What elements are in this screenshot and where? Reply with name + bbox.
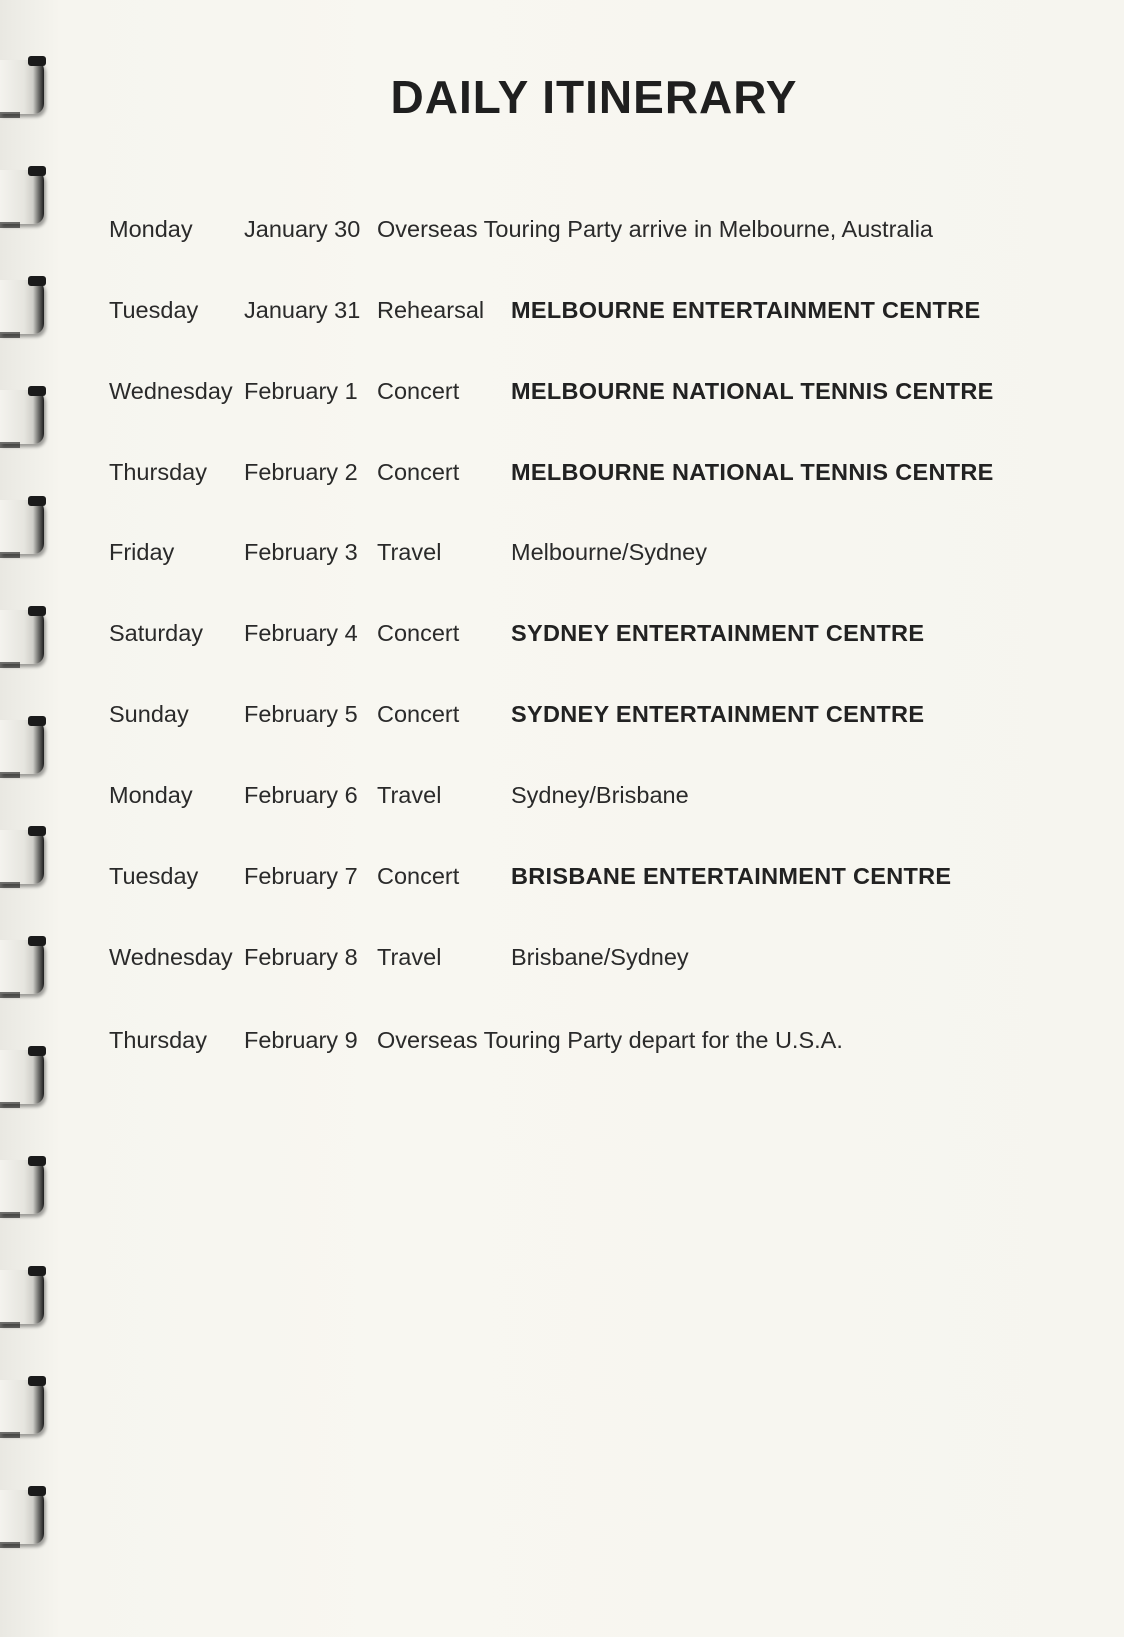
- binding-coil-icon: [0, 386, 52, 448]
- itinerary-venue: MELBOURNE ENTERTAINMENT CENTRE: [511, 297, 981, 323]
- itinerary-date: February 2: [244, 459, 358, 485]
- binding-coil-icon: [0, 1486, 52, 1548]
- binding-coil-icon: [0, 1156, 52, 1218]
- itinerary-day: Monday: [109, 216, 193, 242]
- itinerary-day: Tuesday: [109, 297, 199, 323]
- itinerary-day: Monday: [109, 782, 193, 808]
- binding-coil-icon: [0, 276, 52, 338]
- itinerary-day: Friday: [109, 539, 175, 565]
- itinerary-date: February 7: [244, 863, 358, 889]
- binding-coil-icon: [0, 166, 52, 228]
- itinerary-venue: SYDNEY ENTERTAINMENT CENTRE: [511, 701, 925, 727]
- spiral-binding: [0, 0, 60, 1637]
- itinerary-date: February 9: [244, 1027, 358, 1053]
- itinerary-event: Overseas Touring Party arrive in Melbourne, Australia: [377, 216, 933, 242]
- itinerary-venue: BRISBANE ENTERTAINMENT CENTRE: [511, 863, 952, 889]
- itinerary-day: Wednesday: [109, 378, 233, 404]
- itinerary-day: Wednesday: [109, 944, 233, 970]
- itinerary-date: February 4: [244, 620, 358, 646]
- binding-coil-icon: [0, 1376, 52, 1438]
- page-title: DAILY ITINERARY: [390, 71, 798, 123]
- itinerary-date: February 5: [244, 701, 358, 727]
- itinerary-event: Travel: [377, 539, 442, 565]
- binding-coil-icon: [0, 606, 52, 668]
- itinerary-day: Sunday: [109, 701, 189, 727]
- binding-coil-icon: [0, 1266, 52, 1328]
- itinerary-date: January 30: [244, 216, 361, 242]
- itinerary-event: Travel: [377, 944, 442, 970]
- binding-coil-icon: [0, 496, 52, 558]
- itinerary-venue: Brisbane/Sydney: [511, 944, 689, 970]
- itinerary-event: Rehearsal: [377, 297, 485, 323]
- itinerary-event: Overseas Touring Party depart for the U.S.A.: [377, 1027, 843, 1053]
- itinerary-event: Concert: [377, 459, 460, 485]
- itinerary-event: Concert: [377, 863, 460, 889]
- itinerary-date: February 6: [244, 782, 358, 808]
- itinerary-venue: MELBOURNE NATIONAL TENNIS CENTRE: [511, 459, 994, 485]
- itinerary-venue: MELBOURNE NATIONAL TENNIS CENTRE: [511, 378, 994, 404]
- binding-coil-icon: [0, 716, 52, 778]
- itinerary-day: Thursday: [109, 459, 207, 485]
- itinerary-event: Travel: [377, 782, 442, 808]
- itinerary-date: January 31: [244, 297, 361, 323]
- binding-coil-icon: [0, 826, 52, 888]
- itinerary-venue: Sydney/Brisbane: [511, 782, 689, 808]
- itinerary-date: February 3: [244, 539, 358, 565]
- itinerary-venue: Melbourne/Sydney: [511, 539, 707, 565]
- binding-coil-icon: [0, 936, 52, 998]
- binding-coil-icon: [0, 1046, 52, 1108]
- itinerary-day: Saturday: [109, 620, 204, 646]
- itinerary-event: Concert: [377, 701, 460, 727]
- itinerary-event: Concert: [377, 620, 460, 646]
- itinerary-day: Tuesday: [109, 863, 199, 889]
- itinerary-day: Thursday: [109, 1027, 207, 1053]
- itinerary-event: Concert: [377, 378, 460, 404]
- itinerary-venue: SYDNEY ENTERTAINMENT CENTRE: [511, 620, 925, 646]
- itinerary-date: February 8: [244, 944, 358, 970]
- itinerary-date: February 1: [244, 378, 358, 404]
